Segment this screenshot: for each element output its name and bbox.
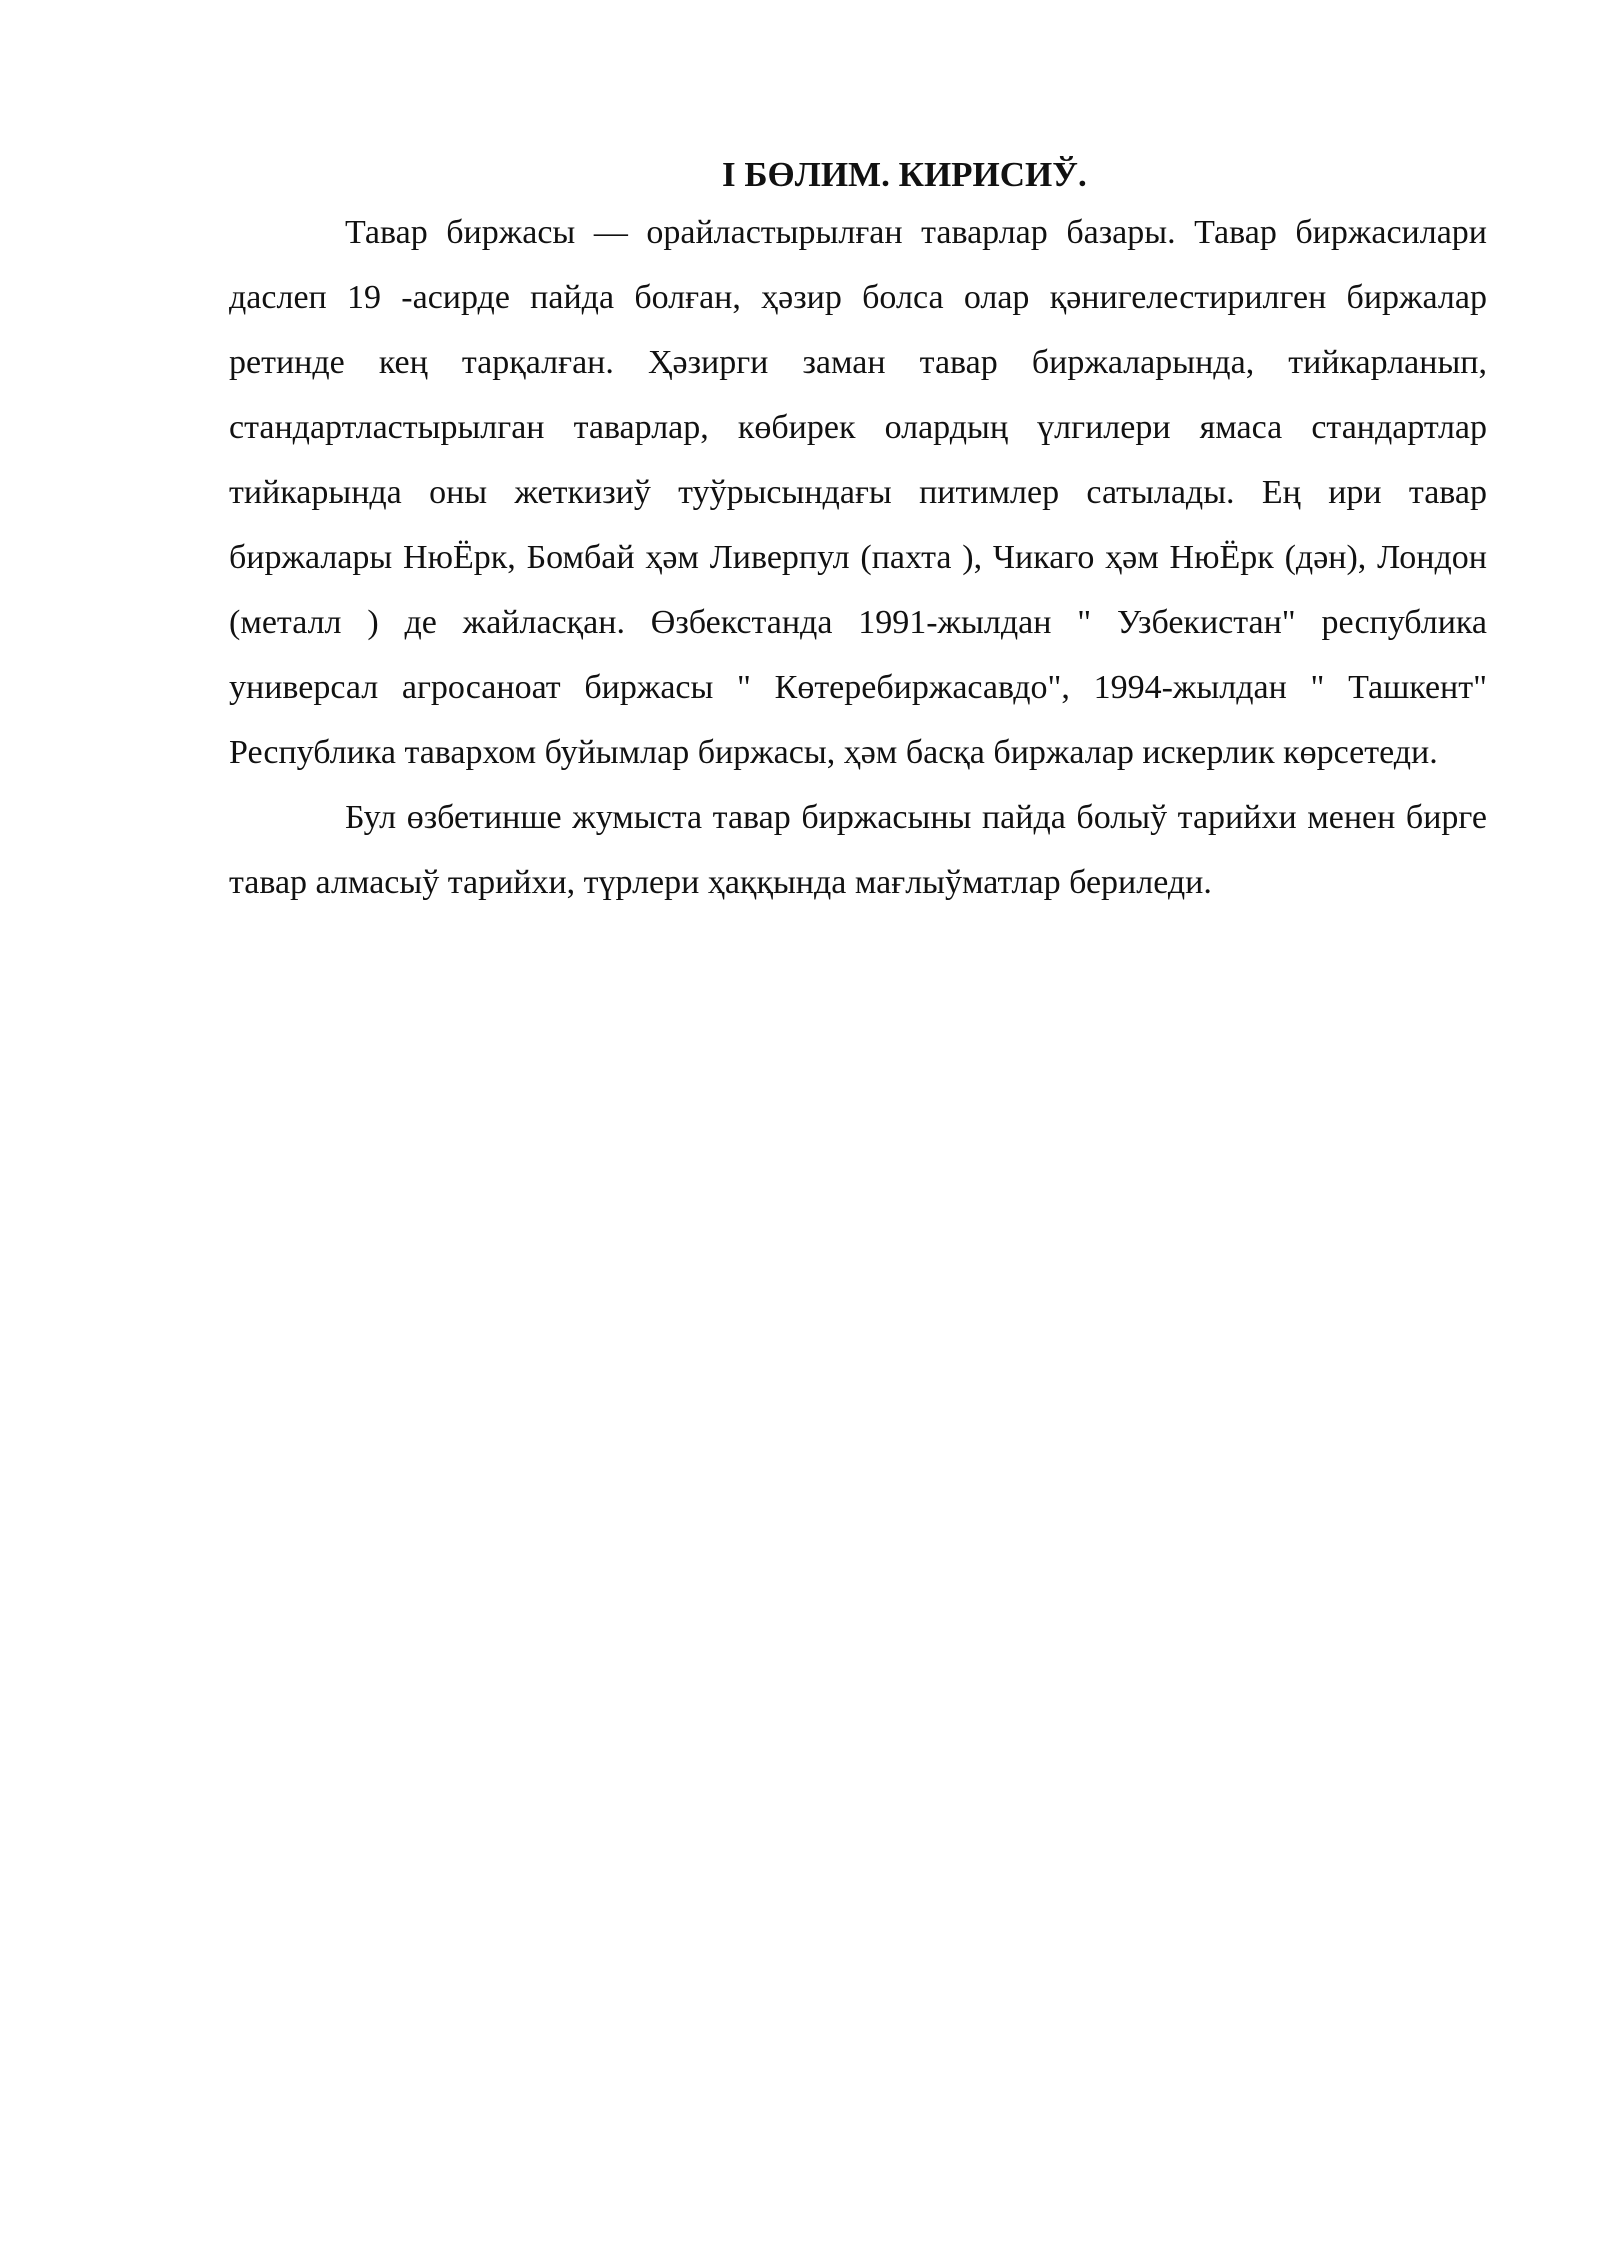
- paragraph-intro: Тавар биржасы — орайластырылған таварлар базары. Тавар биржасилари даслеп 19 -асирде пайда болған, ҳәзир болса олар қәнигелестирилген биржалар ретинде кең тарқалған. Ҳәзирги заман тавар биржаларында, тийкарланып, стандартластырылган таварлар, көбирек олардың үлгилери ямаса стандартлар тийкарында оны жеткизиў туўрысындағы питимлер сатылады. Ең ири тавар биржалары НюЁрк, Бомбай ҳәм Ливерпул (пахта ), Чикаго ҳәм НюЁрк (дән), Лондон (металл ) де жайласқан. Өзбекстанда 1991-жылдан " Узбекистан" республика универсал агросаноат биржасы " Көтеребиржасавдо", 1994-жылдан " Ташкент" Республика тавархом буйымлар биржасы, ҳәм басқа биржалар искерлик көрсетеди.: [229, 214, 1487, 771]
- section-heading: I БӨЛИМ. КИРИСИЎ.: [722, 155, 1087, 194]
- document-body: [229, 150, 1487, 915]
- paragraph-purpose: Бул өзбетинше жумыста тавар биржасыны пайда болыў тарийхи менен бирге тавар алмасыў тарийхи, түрлери ҳаққында мағлыўматлар бериледи.: [229, 799, 1487, 901]
